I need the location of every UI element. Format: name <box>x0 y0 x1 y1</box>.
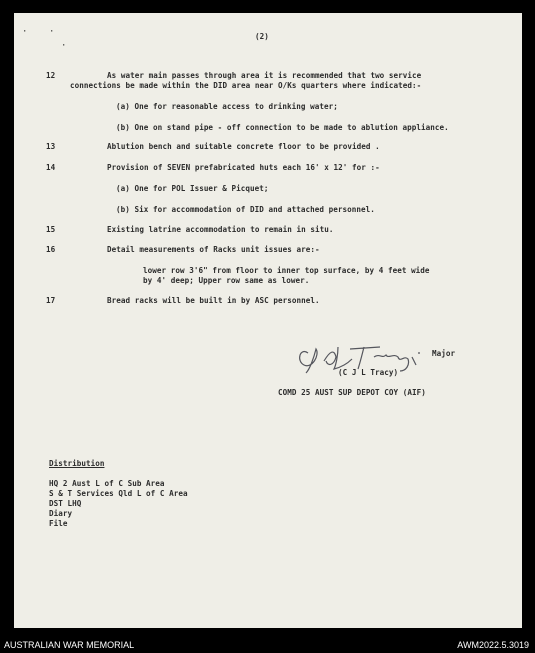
item-text: Bread racks will be built in by ASC personnel. <box>107 296 320 305</box>
archive-footer <box>0 636 535 653</box>
item-number: 13 <box>46 142 56 151</box>
signature-rank: Major <box>432 349 456 358</box>
item-number: 12 <box>46 71 56 80</box>
item-text: As water main passes through area it is recommended that two service <box>107 71 422 80</box>
distribution-item: File <box>49 519 68 528</box>
punch-mark: · <box>49 27 55 37</box>
item-number: 16 <box>46 245 56 254</box>
punch-mark: · <box>61 41 67 51</box>
item-number: 14 <box>46 163 56 172</box>
item-text: (b) One on stand pipe - off connection to be made to ablution appliance. <box>116 123 449 132</box>
item-text: (a) One for POL Issuer & Picquet; <box>116 184 269 193</box>
item-text: (a) One for reasonable access to drinking water; <box>116 102 338 111</box>
item-text: (b) Six for accommodation of DID and attached personnel. <box>116 205 375 214</box>
document-page <box>14 13 522 628</box>
signature-title: COMD 25 AUST SUP DEPOT COY (AIF) <box>278 388 426 397</box>
item-text: Detail measurements of Racks unit issues are:- <box>107 245 320 254</box>
footer-institution: AUSTRALIAN WAR MEMORIAL <box>4 640 135 650</box>
page-number: (2) <box>255 32 269 41</box>
item-text: Ablution bench and suitable concrete floor to be provided . <box>107 142 380 151</box>
distribution-item: DST LHQ <box>49 499 82 508</box>
distribution-item: S & T Services Qld L of C Area <box>49 489 188 498</box>
punch-mark: · <box>22 27 28 37</box>
distribution-heading: Distribution <box>49 459 105 468</box>
item-text: by 4' deep; Upper row same as lower. <box>143 276 310 285</box>
distribution-item: HQ 2 Aust L of C Sub Area <box>49 479 165 488</box>
item-number: 15 <box>46 225 56 234</box>
item-text: lower row 3'6" from floor to inner top surface, by 4 feet wide <box>143 266 430 275</box>
item-text: Provision of SEVEN prefabricated huts each 16' x 12' for :- <box>107 163 380 172</box>
item-text: connections be made within the DID area near O/Ks quarters where indicated:- <box>70 81 422 90</box>
distribution-item: Diary <box>49 509 73 518</box>
item-text: Existing latrine accommodation to remain in situ. <box>107 225 334 234</box>
footer-catalogue-id: AWM2022.5.3019 <box>457 640 529 650</box>
item-number: 17 <box>46 296 56 305</box>
signature-name: (C J L Tracy) <box>338 368 399 377</box>
